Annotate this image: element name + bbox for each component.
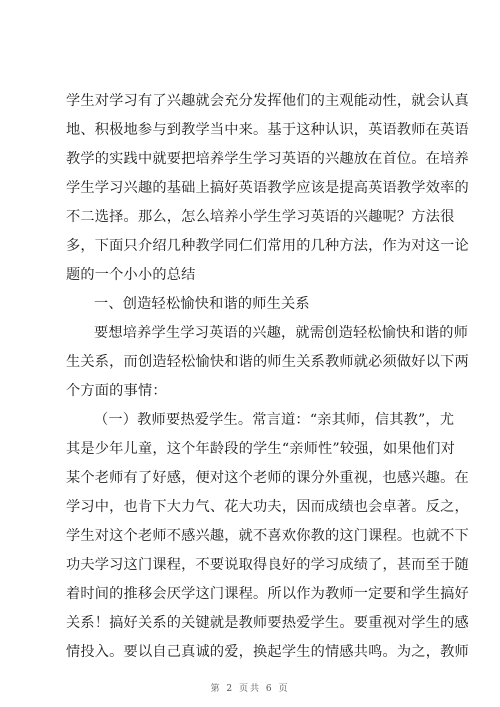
paragraph-line: 功夫学习这门课程，不要说取得良好的学习成绩了，甚而至于随 <box>66 557 469 573</box>
section-heading: 一、创造轻松愉快和谐的师生关系 <box>94 296 310 312</box>
paragraph-line: 多，下面只介绍几种教学同仁们常用的几种方法，作为对这一论 <box>66 238 469 254</box>
paragraph-line: 某个老师有了好感，便对这个老师的课分外重视，也感兴趣。在 <box>66 470 469 486</box>
paragraph-line: 学生对这个老师不感兴趣，就不喜欢你教的这门课程。也就不下 <box>66 528 469 544</box>
paragraph-line: 其是少年儿童，这个年龄段的学生“亲师性”较强，如果他们对 <box>66 441 455 457</box>
paragraph-line: 学生对学习有了兴趣就会充分发挥他们的主观能动性，就会认真 <box>66 93 469 109</box>
paragraph-line: 个方面的事情： <box>66 383 167 399</box>
paragraph-line: 关系！搞好关系的关键就是教师要热爱学生。要重视对学生的感 <box>66 615 469 631</box>
paragraph-line: 地、积极地参与到教学当中来。基于这种认识，英语教师在英语 <box>66 122 469 138</box>
paragraph-line: 教学的实践中就要把培养学生学习英语的兴趣放在首位。在培养 <box>66 151 469 167</box>
paragraph-line: （一）教师要热爱学生。常言道：“亲其师，信其教”，尤 <box>94 412 455 428</box>
paragraph-line: 题的一个小小的总结 <box>66 267 196 283</box>
paragraph-line: 不二选择。那么，怎么培养小学生学习英语的兴趣呢？方法很 <box>66 209 455 225</box>
paragraph-line: 着时间的推移会厌学这门课程。所以作为教师一定要和学生搞好 <box>66 586 469 602</box>
paragraph-line: 生关系，而创造轻松愉快和谐的师生关系教师就必须做好以下两 <box>66 354 469 370</box>
paragraph-line: 要想培养学生学习英语的兴趣，就需创造轻松愉快和谐的师 <box>94 325 469 341</box>
paragraph-line: 情投入。要以自己真诚的爱，换起学生的情感共鸣。为之，教师 <box>66 644 469 660</box>
page-number-footer: 第 2 页共 6 页 <box>210 684 290 694</box>
paragraph-line: 学习中，也肯下大力气、花大功夫，因而成绩也会卓著。反之， <box>66 499 469 515</box>
paragraph-line: 学生学习兴趣的基础上搞好英语教学应该是提高英语教学效率的 <box>66 180 469 196</box>
